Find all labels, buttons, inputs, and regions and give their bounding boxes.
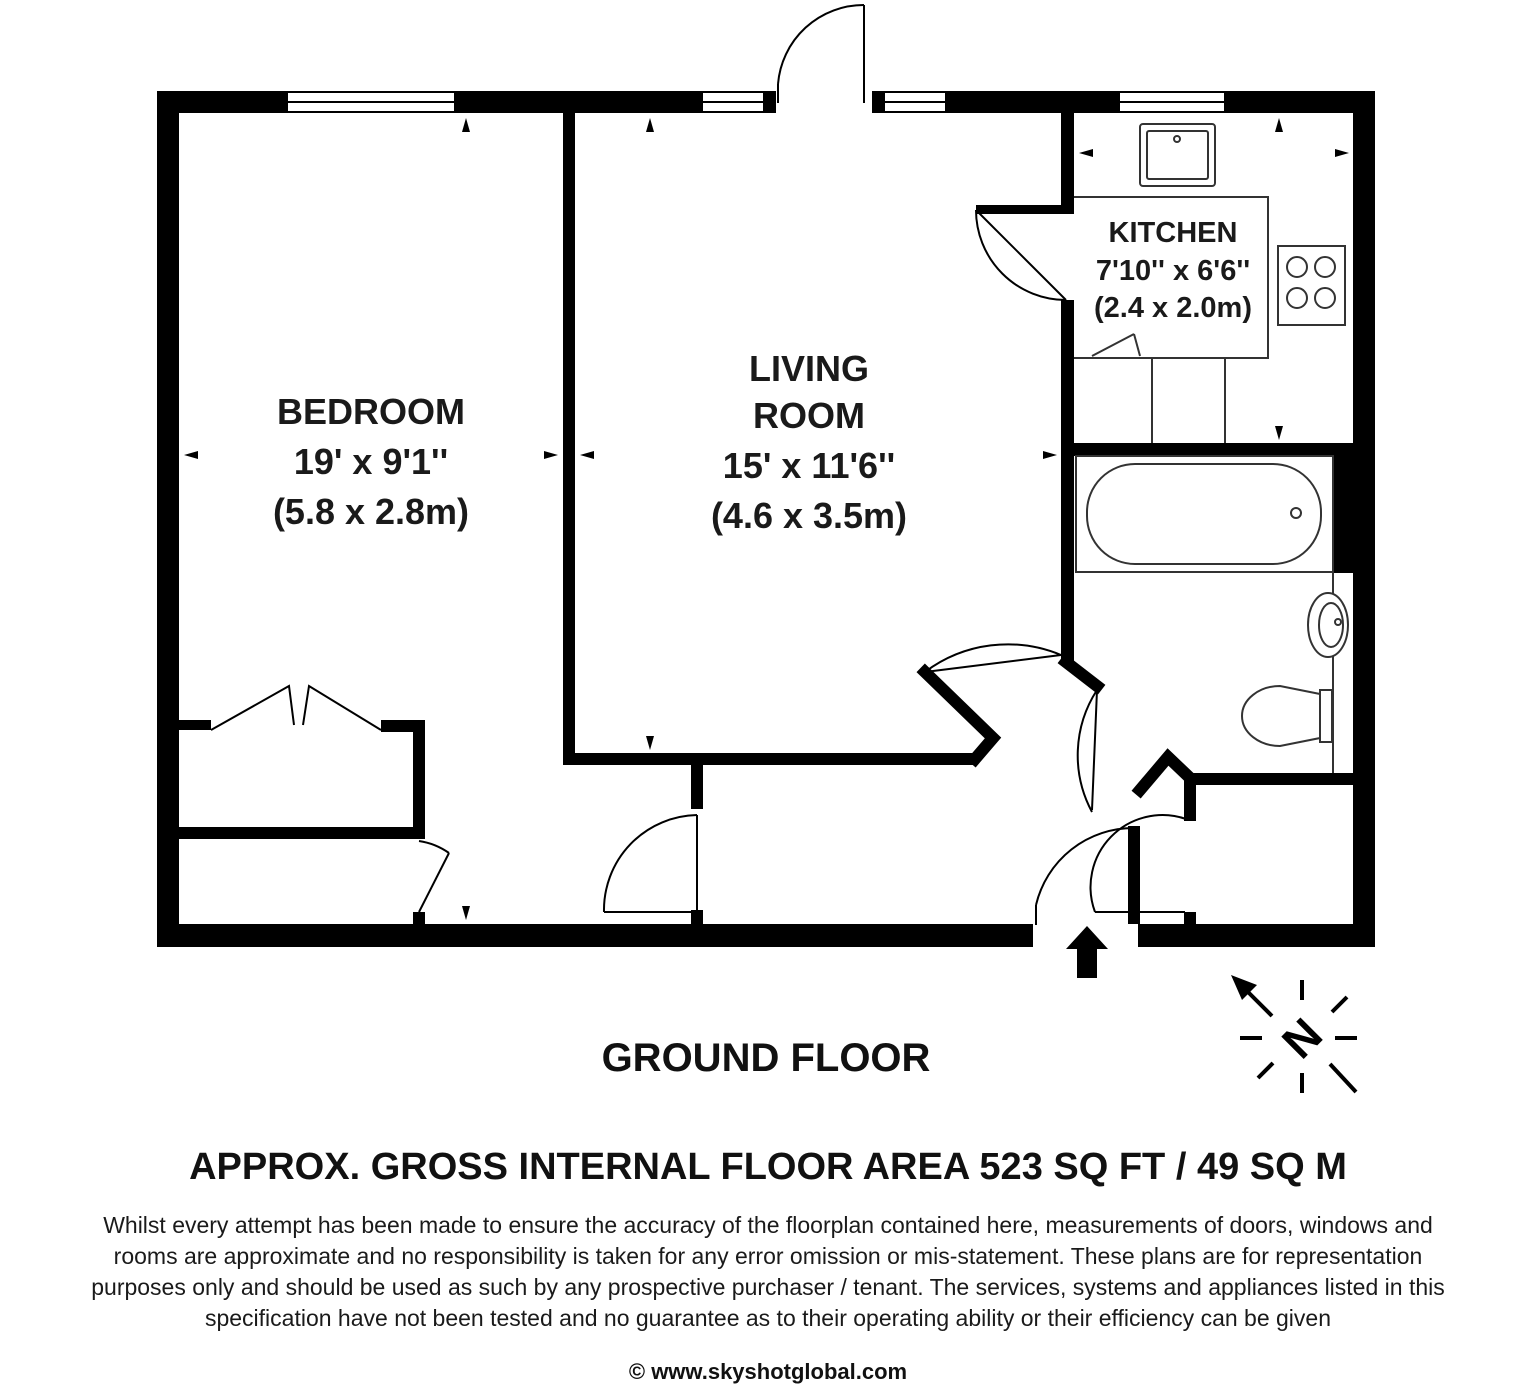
compass-letter: N: [1271, 1007, 1333, 1069]
toilet-icon: [1242, 686, 1332, 746]
living-room-name-line2: ROOM: [753, 395, 865, 436]
bathtub-icon: [1076, 456, 1333, 572]
washbasin-icon: [1308, 593, 1348, 657]
bedroom-metric: (5.8 x 2.8m): [272, 491, 470, 532]
kitchen-metric: (2.4 x 2.0m): [1094, 292, 1252, 324]
bedroom-label: [273, 391, 469, 532]
disclaimer-line: rooms are approximate and no responsibility is taken for any error omission or mis-statement. These plans are for representation: [113, 1243, 1423, 1269]
disclaimer: [0, 1210, 1536, 1334]
living-room-metric: (4.6 x 3.5m): [710, 495, 908, 536]
floor-label: [0, 1036, 1536, 1081]
angled-walls: [925, 662, 1190, 790]
disclaimer-line: specification have not been tested and no guarantee as to their operating ability or their efficiency can be given: [204, 1305, 1332, 1331]
kitchen-imperial: 7'10'' x 6'6'': [1095, 255, 1251, 287]
living-room-name-line1: LIVING: [748, 348, 870, 389]
kitchen-name: KITCHEN: [1108, 217, 1238, 249]
floor-label-text: GROUND FLOOR: [601, 1036, 931, 1080]
living-room-label: [711, 348, 907, 536]
sink-icon: [1140, 124, 1215, 186]
bedroom-name: BEDROOM: [277, 391, 465, 432]
disclaimer-line: purposes only and should be used as such by any prospective purchaser / tenant. The services, systems and appliances listed in this: [91, 1274, 1445, 1300]
kitchen-label: [1094, 217, 1252, 324]
disclaimer-line: Whilst every attempt has been made to ensure the accuracy of the floorplan contained here, measurements of doors, windows and: [103, 1212, 1433, 1238]
entrance-arrow-icon: [1066, 926, 1108, 978]
copyright-credit: © www.skyshotglobal.com: [628, 1359, 908, 1384]
hob-icon: [1278, 246, 1345, 325]
gross-area: APPROX. GROSS INTERNAL FLOOR AREA 523 SQ FT / 49 SQ M: [189, 1146, 1347, 1188]
bedroom-imperial: 19' x 9'1'': [293, 441, 449, 482]
living-room-imperial: 15' x 11'6'': [722, 445, 896, 486]
